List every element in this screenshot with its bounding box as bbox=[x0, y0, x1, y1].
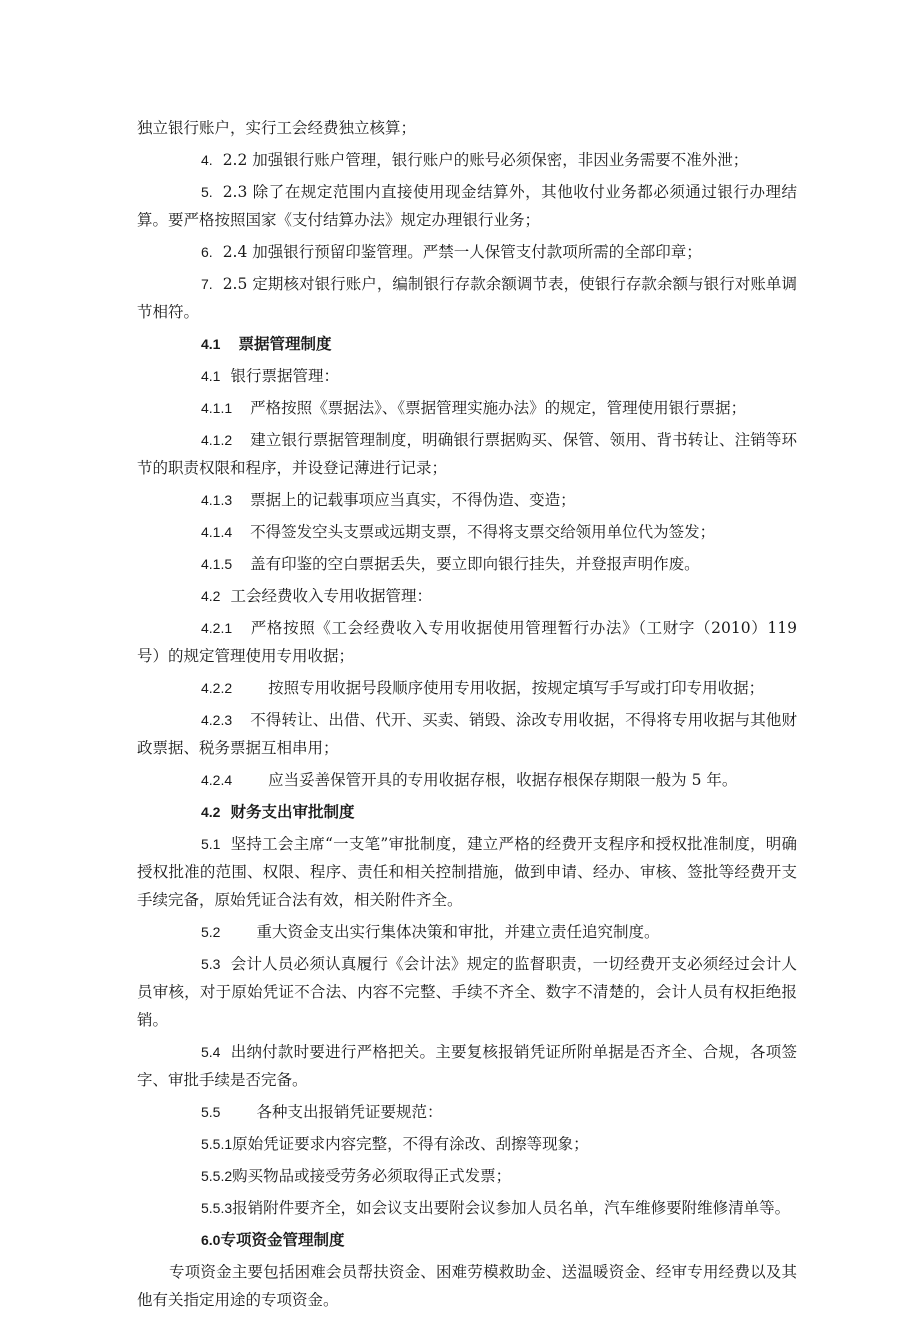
paragraph-4-1-2 bbox=[137, 426, 797, 482]
list-number: 4.1 bbox=[201, 368, 221, 384]
paragraph-4-1 bbox=[137, 362, 797, 390]
list-number: 7. bbox=[201, 276, 213, 292]
section-heading-special-funds bbox=[137, 1226, 797, 1254]
paragraph-text: 报销附件要齐全，如会议支出要附会议参加人员名单，汽车维修要附维修清单等。 bbox=[232, 1199, 791, 1217]
paragraph-text: 重大资金支出实行集体决策和审批，并建立责任追究制度。 bbox=[256, 923, 660, 941]
list-number: 4. bbox=[201, 152, 213, 168]
section-heading-expenditure-approval bbox=[137, 798, 797, 826]
list-number: 5.5.3 bbox=[201, 1200, 233, 1216]
paragraph-text: 应当妥善保管开具的专用收据存根，收据存根保存期限一般为 5 年。 bbox=[268, 771, 738, 789]
list-number: 5. bbox=[201, 184, 213, 200]
paragraph-5-5 bbox=[137, 1098, 797, 1126]
paragraph-text: 盖有印鉴的空白票据丢失，要立即向银行挂失，并登报声明作废。 bbox=[250, 555, 700, 573]
list-number: 6. bbox=[201, 244, 213, 260]
paragraph-4-2 bbox=[137, 582, 797, 610]
paragraph-5-4 bbox=[137, 1038, 797, 1094]
paragraph-6 bbox=[137, 238, 797, 266]
list-number: 4.2.4 bbox=[201, 772, 233, 788]
paragraph-text: 严格按照《票据法》、《票据管理实施办法》的规定，管理使用银行票据； bbox=[250, 399, 747, 417]
paragraph-text: 专项资金主要包括困难会员帮扶资金、困难劳模救助金、送温暖资金、经审专用经费以及其他有关指定用途的专项资金。 bbox=[137, 1263, 797, 1309]
section-title: 票据管理制度 bbox=[238, 334, 332, 353]
paragraph-text: 2.3 除了在规定范围内直接使用现金结算外，其他收付业务都必须通过银行办理结算。要严格按照国家《支付结算办法》规定办理银行业务； bbox=[137, 183, 797, 229]
section-heading-bill-management bbox=[137, 330, 797, 358]
list-number: 5.5 bbox=[201, 1104, 221, 1120]
paragraph-text: 原始凭证要求内容完整，不得有涂改、刮擦等现象； bbox=[232, 1135, 589, 1153]
list-number: 5.2 bbox=[201, 924, 221, 940]
paragraph-4-2-1 bbox=[137, 614, 797, 670]
list-number: 4.1.5 bbox=[201, 556, 233, 572]
paragraph-7 bbox=[137, 270, 797, 326]
paragraph-5 bbox=[137, 178, 797, 234]
paragraph-4-1-3 bbox=[137, 486, 797, 514]
list-number: 4.1.4 bbox=[201, 524, 233, 540]
list-number: 4.2 bbox=[201, 588, 221, 604]
paragraph-text: 工会经费收入专用收据管理： bbox=[230, 587, 432, 605]
paragraph-text: 不得转让、出借、代开、买卖、销毁、涂改专用收据，不得将专用收据与其他财政票据、税务票据互相串用； bbox=[137, 711, 797, 757]
paragraph-4-2-2 bbox=[137, 674, 797, 702]
section-number: 4.1 bbox=[201, 336, 221, 352]
paragraph-text: 票据上的记载事项应当真实，不得伪造、变造； bbox=[250, 491, 576, 509]
document-body bbox=[137, 114, 797, 1318]
paragraph-4-1-1 bbox=[137, 394, 797, 422]
paragraph-text: 购买物品或接受劳务必须取得正式发票； bbox=[232, 1167, 512, 1185]
paragraph-5-2 bbox=[137, 918, 797, 946]
paragraph-text: 出纳付款时要进行严格把关。主要复核报销凭证所附单据是否齐全、合规，各项签字、审批手续是否完备。 bbox=[137, 1043, 797, 1089]
paragraph-4-1-5 bbox=[137, 550, 797, 578]
list-number: 4.1.3 bbox=[201, 492, 233, 508]
list-number: 4.1.1 bbox=[201, 400, 233, 416]
section-title: 财务支出审批制度 bbox=[230, 802, 355, 821]
paragraph-5-5-2 bbox=[137, 1162, 797, 1190]
paragraph-5-3 bbox=[137, 950, 797, 1034]
paragraph-text: 2.5 定期核对银行账户，编制银行存款余额调节表，使银行存款余额与银行对账单调节相符。 bbox=[137, 275, 797, 321]
paragraph-5-5-1 bbox=[137, 1130, 797, 1158]
paragraph-text: 银行票据管理： bbox=[230, 367, 339, 385]
list-number: 5.4 bbox=[201, 1044, 221, 1060]
paragraph-4-2-4 bbox=[137, 766, 797, 794]
list-number: 4.2.2 bbox=[201, 680, 233, 696]
list-number: 4.1.2 bbox=[201, 432, 233, 448]
paragraph-text: 按照专用收据号段顺序使用专用收据，按规定填写手写或打印专用收据； bbox=[268, 679, 765, 697]
list-number: 5.5.2 bbox=[201, 1168, 233, 1184]
paragraph-text: 建立银行票据管理制度，明确银行票据购买、保管、领用、背书转让、注销等环节的职责权限和程序，并设登记薄进行记录； bbox=[137, 431, 797, 477]
paragraph-4-1-4 bbox=[137, 518, 797, 546]
list-number: 5.3 bbox=[201, 956, 221, 972]
section-title: 专项资金管理制度 bbox=[220, 1230, 345, 1249]
paragraph-text: 坚持工会主席“一支笔”审批制度，建立严格的经费开支程序和授权批准制度，明确授权批准的范围、权限、程序、责任和相关控制措施，做到申请、经办、审核、签批等经费开支手续完备，原始凭证合法有效，相关附件齐全。 bbox=[137, 835, 797, 909]
section-number: 4.2 bbox=[201, 804, 221, 820]
paragraph-text: 会计人员必须认真履行《会计法》规定的监督职责，一切经费开支必须经过会计人员审核，对于原始凭证不合法、内容不完整、手续不齐全、数字不清楚的，会计人员有权拒绝报销。 bbox=[137, 955, 797, 1029]
paragraph-5-1 bbox=[137, 830, 797, 914]
list-number: 5.1 bbox=[201, 836, 221, 852]
paragraph-continuation bbox=[137, 114, 797, 142]
paragraph-4 bbox=[137, 146, 797, 174]
section-number: 6.0 bbox=[201, 1232, 221, 1248]
list-number: 4.2.3 bbox=[201, 712, 233, 728]
paragraph-text: 各种支出报销凭证要规范： bbox=[256, 1103, 443, 1121]
paragraph-4-2-3 bbox=[137, 706, 797, 762]
list-number: 5.5.1 bbox=[201, 1136, 233, 1152]
list-number: 4.2.1 bbox=[201, 620, 233, 636]
paragraph-5-5-3 bbox=[137, 1194, 797, 1222]
paragraph-text: 2.2 加强银行账户管理，银行账户的账号必须保密，非因业务需要不准外泄； bbox=[222, 151, 749, 169]
paragraph-special-funds bbox=[137, 1258, 797, 1314]
paragraph-text: 2.4 加强银行预留印鉴管理。严禁一人保管支付款项所需的全部印章； bbox=[222, 243, 702, 261]
paragraph-text: 独立银行账户，实行工会经费独立核算； bbox=[137, 119, 417, 137]
paragraph-text: 严格按照《工会经费收入专用收据使用管理暂行办法》（工财字（2010）119 号）的规定管理使用专用收据； bbox=[137, 619, 797, 665]
paragraph-text: 不得签发空头支票或远期支票，不得将支票交给领用单位代为签发； bbox=[250, 523, 716, 541]
